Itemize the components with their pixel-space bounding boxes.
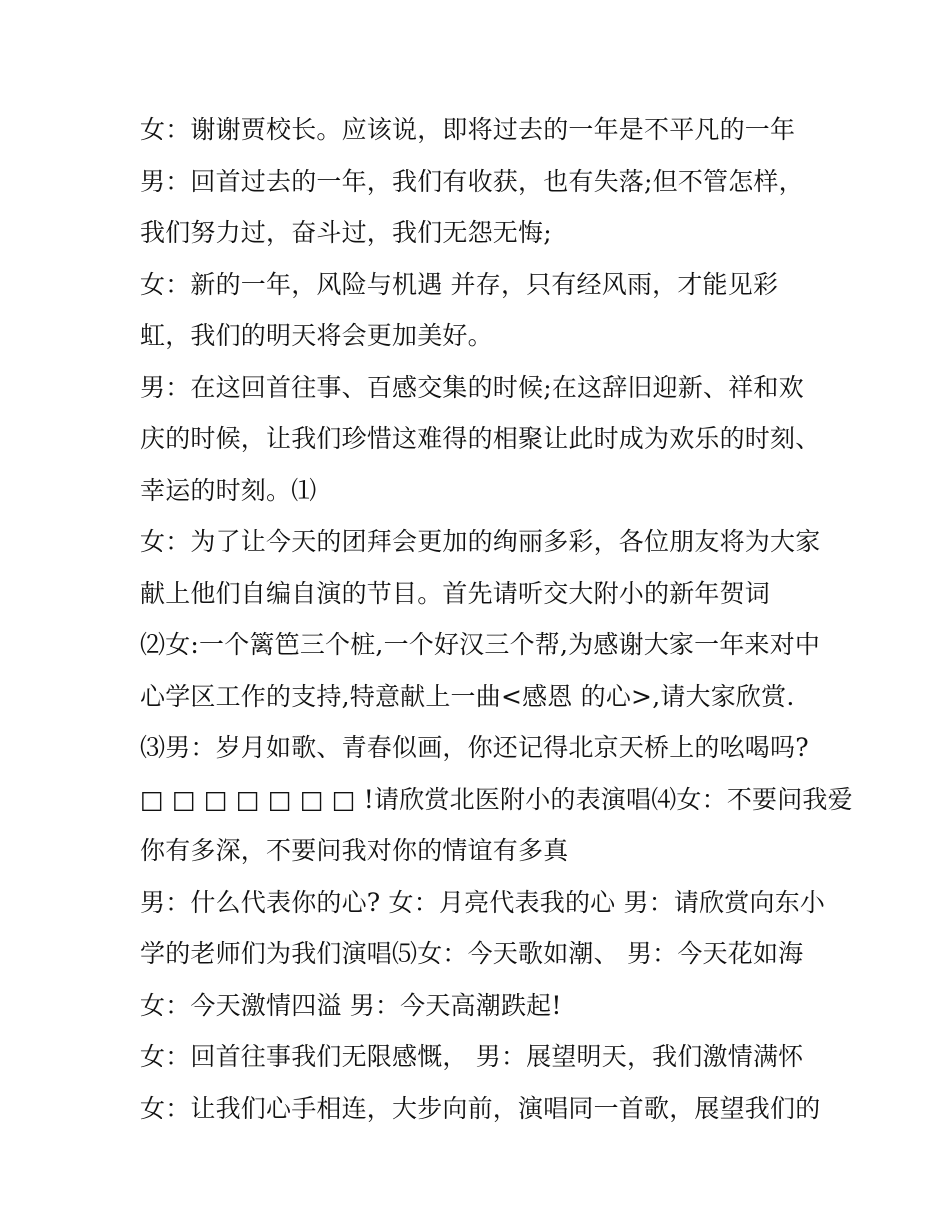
text-line: 庆的时候，让我们珍惜这难得的相聚让此时成为欢乐的时刻、 — [140, 424, 821, 453]
text-line: 虹，我们的明天将会更加美好。 — [140, 321, 493, 350]
text-line: 男：在这回首往事、百感交集的时候;在这辞旧迎新、祥和欢 — [140, 372, 804, 402]
text-line: 女：谢谢贾校长。应该说，即将过去的一年是不平凡的一年 — [140, 115, 796, 144]
text-line: ⑶男：岁月如歌、青春似画，你还记得北京天桥上的吆喝吗? — [140, 733, 809, 762]
text-line: □ □ □ □ □ □ □ !请欣赏北医附小的表演唱⑷女：不要问我爱 — [140, 784, 853, 814]
text-line: 女：为了让今天的团拜会更加的绚丽多彩，各位朋友将为大家 — [140, 527, 821, 556]
text-line: 心学区工作的支持,特意献上一曲<感恩 的心>,请大家欣赏. — [140, 681, 795, 711]
text-line: 幸运的时刻。⑴ — [140, 475, 317, 505]
text-line: 男：回首过去的一年，我们有收获，也有失落;但不管怎样， — [140, 166, 804, 196]
text-line: 你有多深，不要问我对你的情谊有多真 — [140, 836, 569, 865]
text-line: 献上他们自编自演的节目。首先请听交大附小的新年贺词 — [140, 578, 771, 608]
text-line: 女：新的一年，风险与机遇 并存，只有经风雨，才能见彩 — [140, 269, 779, 299]
document-body — [140, 104, 853, 1134]
text-line: 男：什么代表你的心? 女：月亮代表我的心 男：请欣赏向东小 — [140, 887, 826, 917]
text-line: 我们努力过，奋斗过，我们无怨无悔; — [140, 218, 552, 247]
text-line: ⑵女:一个篱笆三个桩,一个好汉三个帮,为感谢大家一年来对中 — [140, 630, 821, 659]
text-line: 学的老师们为我们演唱⑸女：今天歌如潮、 男：今天花如海 — [140, 939, 804, 968]
text-line: 女：今天激情四溢 男：今天高潮跌起! — [140, 990, 562, 1020]
text-line: 女：让我们心手相连，大步向前，演唱同一首歌，展望我们的 — [140, 1093, 821, 1123]
text-line: 女：回首往事我们无限感慨， 男：展望明天，我们激情满怀 — [140, 1042, 804, 1071]
